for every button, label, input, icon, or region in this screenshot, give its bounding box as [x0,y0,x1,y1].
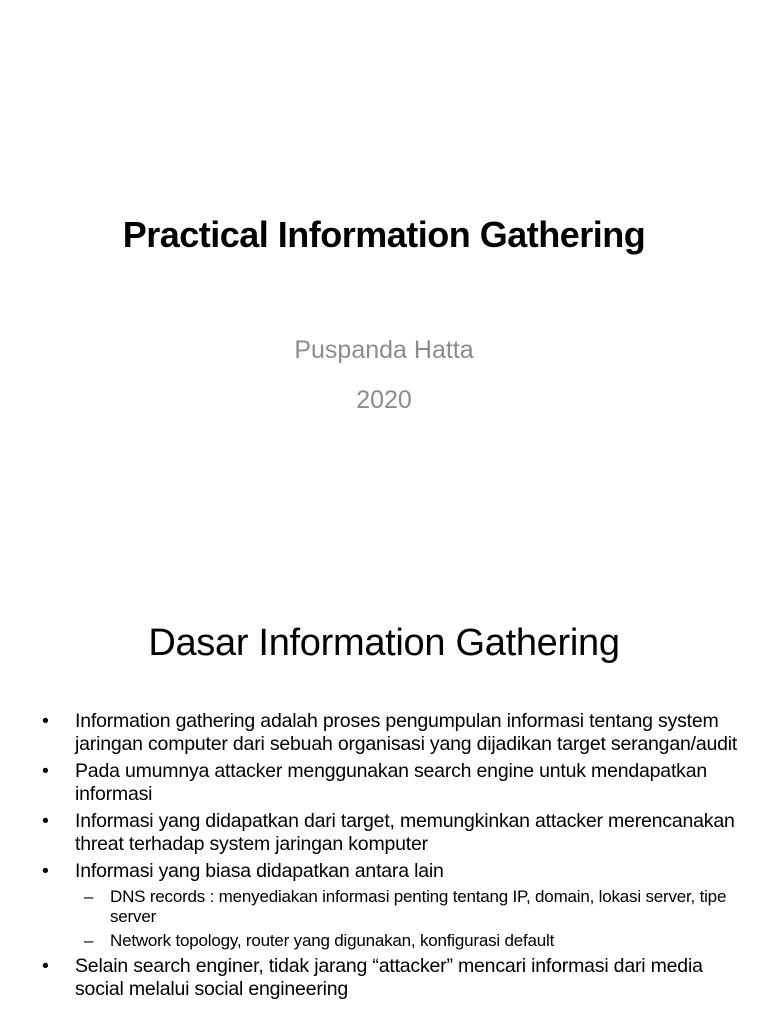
list-item [42,955,738,1001]
list-item-text: Pada umumnya attacker menggunakan search engine untuk mendapatkan informasi [75,760,708,805]
sub-list-item-text: Network topology, router yang digunakan, konfigurasi default [110,931,555,950]
sub-bullet-mark: – [84,887,94,906]
list-item [42,710,738,756]
bullet-list [42,710,738,1005]
list-item-text: Selain search enginer, tidak jarang “attacker” mencari informasi dari media social melalui social engineering [75,955,703,1000]
list-item-text: Information gathering adalah proses pengumpulan informasi tentang system jaringan computer dari sebuah organisasi yang dijadikan target serangan/audit [75,710,738,755]
sub-bullet-mark: – [84,931,94,950]
list-item [42,810,738,856]
slide-author: Puspanda Hatta [294,336,474,364]
bullet-mark: • [42,955,49,977]
list-item [42,760,738,806]
slide-title: Practical Information Gathering [122,214,646,255]
sub-list-item [42,887,738,927]
content-slide [0,576,768,1024]
list-item-text: Informasi yang biasa didapatkan antara lain [75,860,444,882]
bullet-mark: • [42,710,49,732]
sub-list-item-text: DNS records : menyediakan informasi penting tentang IP, domain, lokasi server, tipe server [110,887,727,926]
sub-list-item [42,931,738,951]
bullet-mark: • [42,760,49,782]
list-item-text: Informasi yang didapatkan dari target, memungkinkan attacker merencanakan threat terhadap system jaringan komputer [75,810,735,855]
bullet-mark: • [42,810,49,832]
slide-title: Dasar Information Gathering [148,622,620,664]
bullet-mark: • [42,860,49,882]
slide-year: 2020 [356,386,412,414]
list-item [42,860,738,883]
